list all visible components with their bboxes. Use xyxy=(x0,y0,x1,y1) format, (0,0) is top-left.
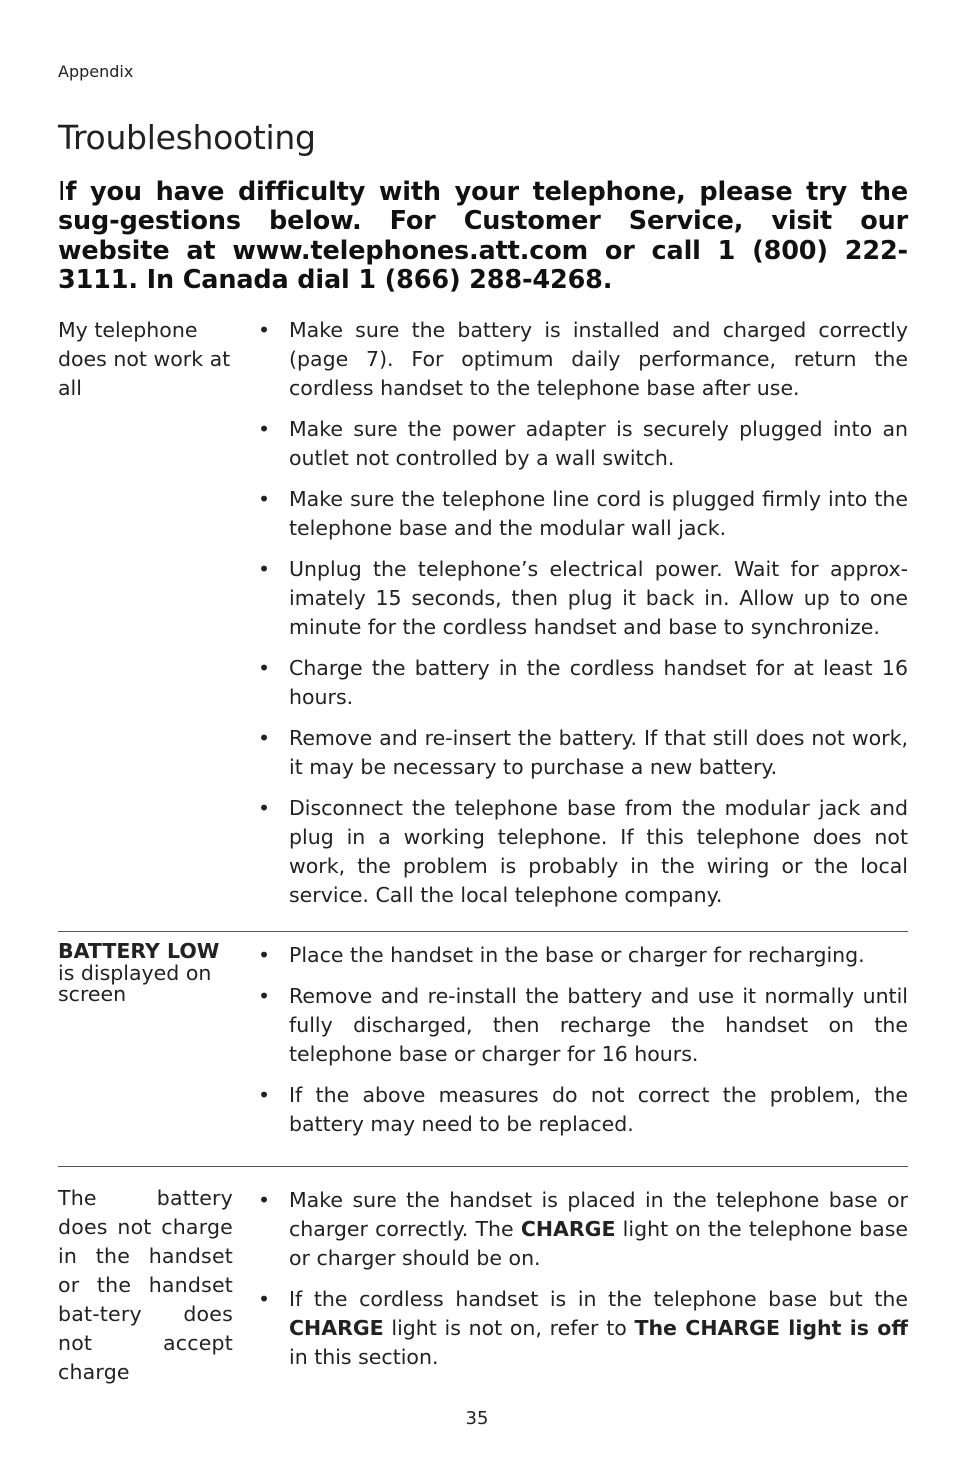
tip-text: Make sure the telephone line cord is plugged firmly into the telephone base and the modular wall jack. xyxy=(289,487,908,540)
tip-text: If the above measures do not correct the problem, the battery may need to be replaced. xyxy=(289,1083,908,1136)
bullet-icon: • xyxy=(258,796,271,820)
bullet-icon: • xyxy=(258,726,271,750)
condition-label: The battery does not charge in the handset or the handset bat-tery does not accept charge xyxy=(58,1186,233,1384)
tip-item xyxy=(258,1081,908,1139)
tip-text-after: light on the telephone base or charger should be on. xyxy=(289,1217,908,1270)
section-label: Appendix xyxy=(58,62,134,81)
bullet-icon: • xyxy=(258,984,271,1008)
condition-text: is displayed on screen xyxy=(58,960,212,1006)
page-title: Troubleshooting xyxy=(58,118,316,157)
bullet-icon: • xyxy=(258,943,271,967)
tip-text: Unplug the telephone’s electrical power. Wait for approx-imately 15 seconds, then plug it back in. Allow up to one minute for the cordless handset and base to synchronize. xyxy=(289,557,908,639)
charge-light-term: CHARGE xyxy=(289,1316,384,1340)
tip-text: Charge the battery in the cordless handset for at least 16 hours. xyxy=(289,656,908,709)
tip-text-before: Make sure the handset is placed in the telephone base or charger correctly. The xyxy=(289,1188,908,1241)
tip-text-before: If the cordless handset is in the telephone base but the xyxy=(289,1287,908,1311)
intro-first-letter: I xyxy=(58,177,66,207)
divider xyxy=(58,1166,908,1167)
charge-light-term: CHARGE xyxy=(520,1217,616,1241)
tip-item xyxy=(258,415,908,473)
tip-text: Remove and re-insert the battery. If that still does not work, it may be necessary to purchase a new battery. xyxy=(289,726,908,779)
bullet-icon: • xyxy=(258,1188,271,1212)
tip-text: Make sure the power adapter is securely plugged into an outlet not controlled by a wall switch. xyxy=(289,417,908,470)
tip-text: Place the handset in the base or charger for recharging. xyxy=(289,943,865,967)
tips-list xyxy=(258,1186,908,1384)
bullet-icon: • xyxy=(258,417,271,441)
divider xyxy=(58,931,908,932)
tip-item xyxy=(258,982,908,1069)
tip-item xyxy=(258,555,908,642)
tip-item xyxy=(258,654,908,712)
tips-list xyxy=(258,316,908,922)
tip-item xyxy=(258,485,908,543)
tips-list xyxy=(258,941,908,1151)
bullet-icon: • xyxy=(258,557,271,581)
intro-text: f you have difficulty with your telephone, please try the sug-gestions below. For Customer Service, visit our website at www.telephones.att.com or call 1 (800) 222-3111. In Canada dial 1 (866) 288-4268. xyxy=(58,177,908,295)
tip-item xyxy=(258,794,908,910)
condition-bold-label: BATTERY LOW xyxy=(58,939,220,963)
tip-text: Remove and re-install the battery and use it normally until fully discharged, then recharge the handset on the telephone base or charger for 16 hours. xyxy=(289,984,908,1066)
bullet-icon: • xyxy=(258,1083,271,1107)
tip-item xyxy=(258,724,908,782)
tip-item xyxy=(258,316,908,403)
cross-reference: The CHARGE light is off xyxy=(634,1316,908,1340)
bullet-icon: • xyxy=(258,487,271,511)
tip-item xyxy=(258,1186,908,1273)
tip-item xyxy=(258,1285,908,1372)
condition-label xyxy=(58,941,233,1006)
bullet-icon: • xyxy=(258,318,271,342)
tip-text: Make sure the battery is installed and charged correctly (page 7). For optimum daily performance, return the cordless handset to the telephone base after use. xyxy=(289,318,908,400)
page-number: 35 xyxy=(465,1408,489,1429)
tip-item xyxy=(258,941,908,970)
condition-label: My telephone does not work at all xyxy=(58,318,231,400)
tip-text-middle: light is not on, refer to xyxy=(383,1316,635,1340)
bullet-icon: • xyxy=(258,1287,271,1311)
intro-paragraph xyxy=(58,178,908,295)
tip-text: Disconnect the telephone base from the modular jack and plug in a working telephone. If this telephone does not work, the problem is probably in the wiring or the local service. Call the local telephone company. xyxy=(289,796,908,907)
bullet-icon: • xyxy=(258,656,271,680)
tip-text-after: in this section. xyxy=(289,1345,439,1369)
